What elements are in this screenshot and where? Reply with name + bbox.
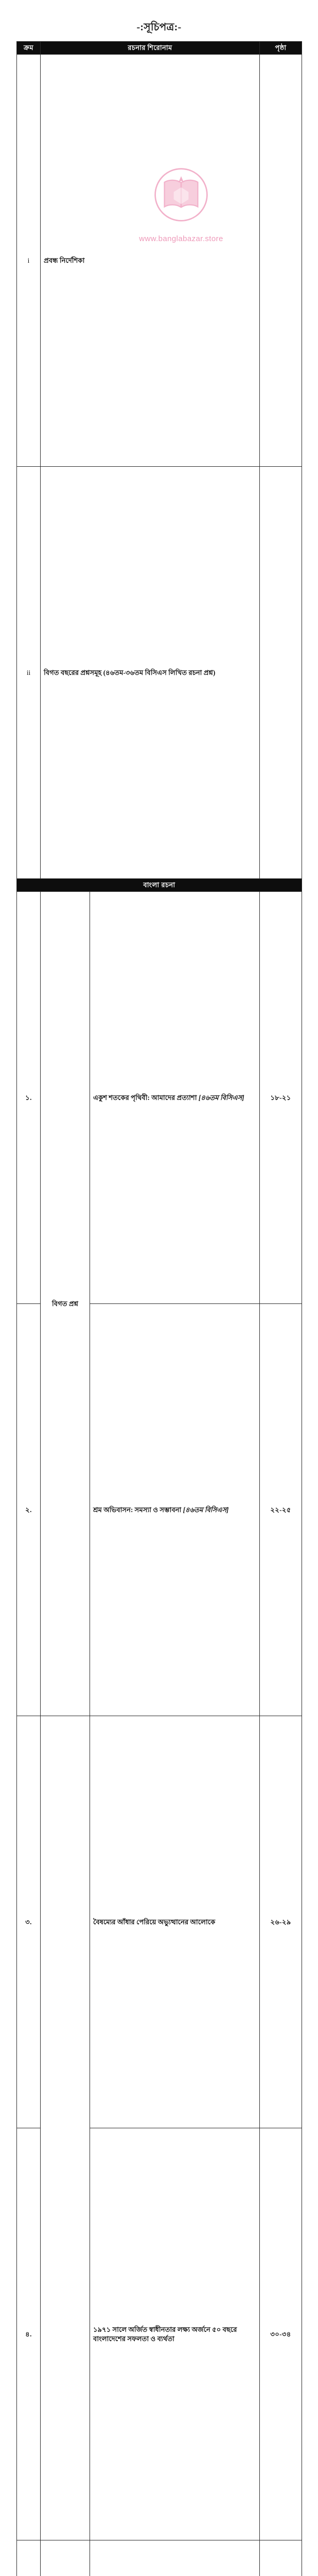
front-matter-serial: i: [17, 55, 41, 467]
row-title: [90, 1716, 260, 2128]
row-serial: ১.: [17, 892, 41, 1304]
front-matter-page: [260, 55, 302, 467]
row-title-text: ১৯৭১ সালে অর্জিত স্বাধীনতার লক্ষ্য অর্জনে ৫০ বছরে বাংলাদেশের সফলতা ও ব্যর্থতা: [93, 2325, 237, 2343]
column-header-title: রচনার শিরোনাম: [41, 42, 260, 55]
table-row: [17, 2540, 302, 2576]
table-row: [17, 1716, 302, 2128]
row-title: [90, 892, 260, 1304]
row-serial: ২.: [17, 1304, 41, 1716]
category-label: বিগত প্রশ্ন: [41, 892, 90, 1716]
table-row: [17, 467, 302, 879]
row-title: [90, 2540, 260, 2576]
row-title-text: বৈষম্যের আঁধার পেরিয়ে অভ্যুত্থানের আলোকে: [93, 1918, 216, 1926]
front-matter-serial: ii: [17, 467, 41, 879]
row-page: [260, 2540, 302, 2576]
front-matter-title: বিগত বছরের প্রশ্নসমূহ (৪৬তম-৩৬তম বিসিএস লিখিত রচনা প্রশ্ন): [41, 467, 260, 879]
row-page: ২২-২৫: [260, 1304, 302, 1716]
table-body: [17, 55, 302, 2576]
column-header-serial: ক্রম: [17, 42, 41, 55]
row-title-text: একুশ শতকের পৃথিবী: আমাদের প্রত্যাশা: [93, 1093, 199, 1101]
front-matter-page: [260, 467, 302, 879]
watermark-url-text: www.banglabazar.store: [139, 234, 223, 243]
row-page: ১৮-২১: [260, 892, 302, 1304]
category-label-blank: [41, 1716, 90, 2540]
row-title-bcs-note: [৪৬তম বিসিএস]: [183, 1505, 229, 1514]
section-band-bangla-rochona: বাংলা রচনা: [17, 879, 302, 892]
row-title-bcs-note: [৪৬তম বিসিএস]: [198, 1093, 244, 1101]
section-band-row: [17, 879, 302, 892]
table-header-row: [17, 42, 302, 55]
row-page: ২৬-২৯: [260, 1716, 302, 2128]
table-row: [17, 55, 302, 467]
column-header-page: পৃষ্ঠা: [260, 42, 302, 55]
table-row: [17, 892, 302, 1304]
row-page: ৩০-৩৪: [260, 2128, 302, 2540]
page-title: -:সূচিপত্র:-: [136, 22, 182, 33]
front-matter-title: প্রবন্ধ নির্দেশিকা: [41, 55, 260, 467]
category-label: [41, 2540, 90, 2576]
row-title: [90, 2128, 260, 2540]
table-of-contents: [16, 41, 302, 2576]
row-serial: [17, 2540, 41, 2576]
row-serial: ৩.: [17, 1716, 41, 2128]
row-serial: ৪.: [17, 2128, 41, 2540]
row-title-text: শ্রম অভিবাসন: সমস্যা ও সম্ভাবনা: [93, 1505, 183, 1514]
table-header: [17, 42, 302, 55]
row-title: [90, 1304, 260, 1716]
